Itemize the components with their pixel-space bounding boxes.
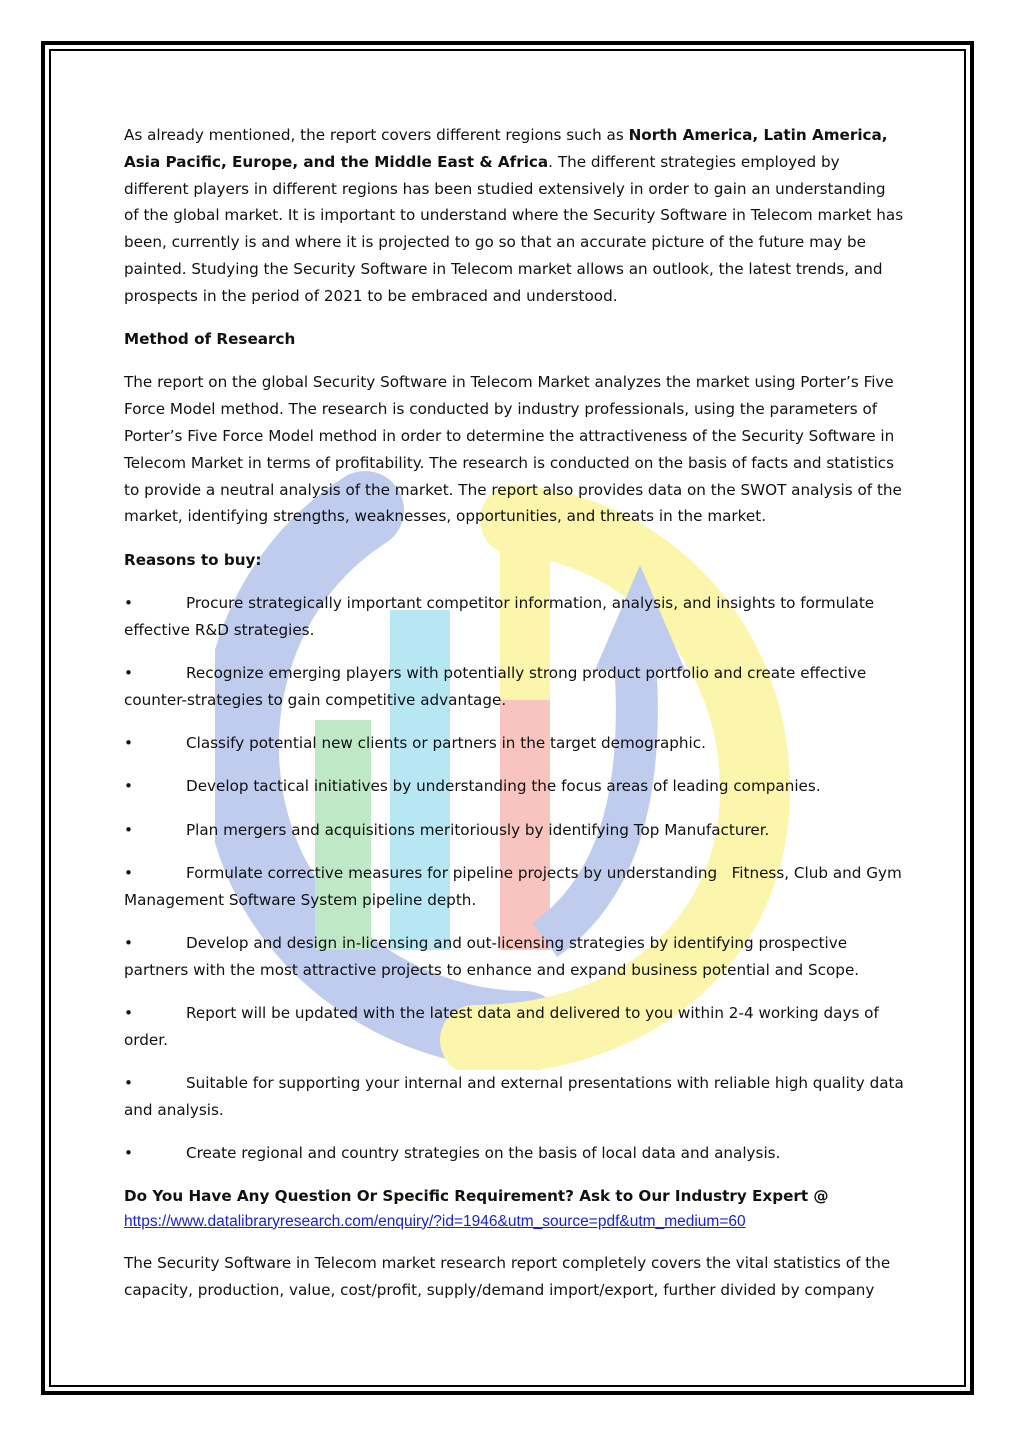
intro-regions: North America, Latin America, Asia Pacific, Europe, and the Middle East & Africa [124, 126, 888, 171]
list-item [124, 590, 904, 644]
intro-text-before: As already mentioned, the report covers different regions such as [124, 126, 629, 144]
bullet-marker: • [124, 820, 133, 839]
list-item-text: Suitable for supporting your internal and external presentations with reliable high quality data and analysis. [124, 1074, 904, 1120]
bullet-marker: • [124, 734, 133, 753]
list-item-text: Procure strategically important competitor information, analysis, and insights to formulate effective R&D strategies. [124, 593, 875, 639]
list-item-text: Formulate corrective measures for pipeline projects by understanding Fitness, Club and Gym Management Software System pipeline depth. [124, 864, 907, 909]
enquiry-block [124, 1184, 904, 1234]
intro-paragraph [124, 122, 904, 310]
list-item-text: Create regional and country strategies on the basis of local data and analysis. [186, 1144, 781, 1163]
bullet-marker: • [124, 1074, 133, 1093]
list-item-text: Plan mergers and acquisitions meritoriously by identifying Top Manufacturer. [186, 820, 770, 839]
closing-paragraph: The Security Software in Telecom market research report completely covers the vital statistics of the capacity, production, value, cost/profit, supply/demand import/export, further divided by company [124, 1253, 891, 1299]
bullet-marker: • [124, 777, 133, 796]
list-item-text: Report will be updated with the latest data and delivered to you within 2-4 working days of order. [124, 1004, 879, 1050]
list-item-text: Recognize emerging players with potentially strong product portfolio and create effective counter-strategies to gain competitive advantage. [124, 664, 867, 709]
method-paragraph: The report on the global Security Software in Telecom Market analyzes the market using Porter’s Five Force Model method. The research is conducted by industry professionals, using the parameters of Porter’s Five Force Model method in order to determine the attractiveness of the Security Software in Telecom Market in terms of profitability. The research is conducted on the basis of facts and statistics to provide a neutral analysis of the market. The report also provides data on the SWOT analysis of the market, identifying strengths, weaknesses, opportunities, and threats in the market. [124, 373, 902, 526]
bullet-marker: • [124, 1004, 133, 1023]
method-heading: Method of Research [124, 330, 296, 349]
list-item [124, 773, 904, 800]
list-item [124, 860, 907, 914]
list-item [124, 1140, 904, 1167]
bullet-marker: • [124, 593, 133, 612]
intro-text-after: . The different strategies employed by different players in different regions has been studied extensively in order to gain an understanding of the global market. It is important to understand where the Security Software in Telecom market has been, currently is and where it is projected to go so that an accurate picture of the future may be painted. Studying the Security Software in Telecom market allows an outlook, the latest trends, and prospects in the period of 2021 to be embraced and understood. [124, 152, 904, 305]
list-item [124, 1000, 904, 1054]
list-item [124, 817, 904, 844]
list-item-text: Develop and design in-licensing and out-licensing strategies by identifying prospective partners with the most attractive projects to enhance and expand business potential and Scope. [124, 934, 860, 979]
bullet-marker: • [124, 1144, 133, 1163]
list-item [124, 660, 904, 714]
enquiry-link[interactable]: https://www.datalibraryresearch.com/enquiry/?id=1946&utm_source=pdf&utm_medium=60 [124, 1212, 746, 1230]
bullet-marker: • [124, 934, 133, 953]
list-item [124, 1070, 904, 1124]
bullet-marker: • [124, 664, 133, 683]
list-item-text: Develop tactical initiatives by understanding the focus areas of leading companies. [186, 777, 821, 796]
list-item [124, 930, 904, 984]
enquiry-question: Do You Have Any Question Or Specific Requirement? Ask to Our Industry Expert @ [124, 1186, 829, 1205]
list-item [124, 730, 904, 757]
list-item-text: Classify potential new clients or partners in the target demographic. [186, 734, 706, 753]
document-body [124, 122, 907, 1320]
reasons-heading: Reasons to buy: [124, 550, 262, 569]
bullet-marker: • [124, 864, 133, 883]
reasons-list [124, 590, 907, 1167]
